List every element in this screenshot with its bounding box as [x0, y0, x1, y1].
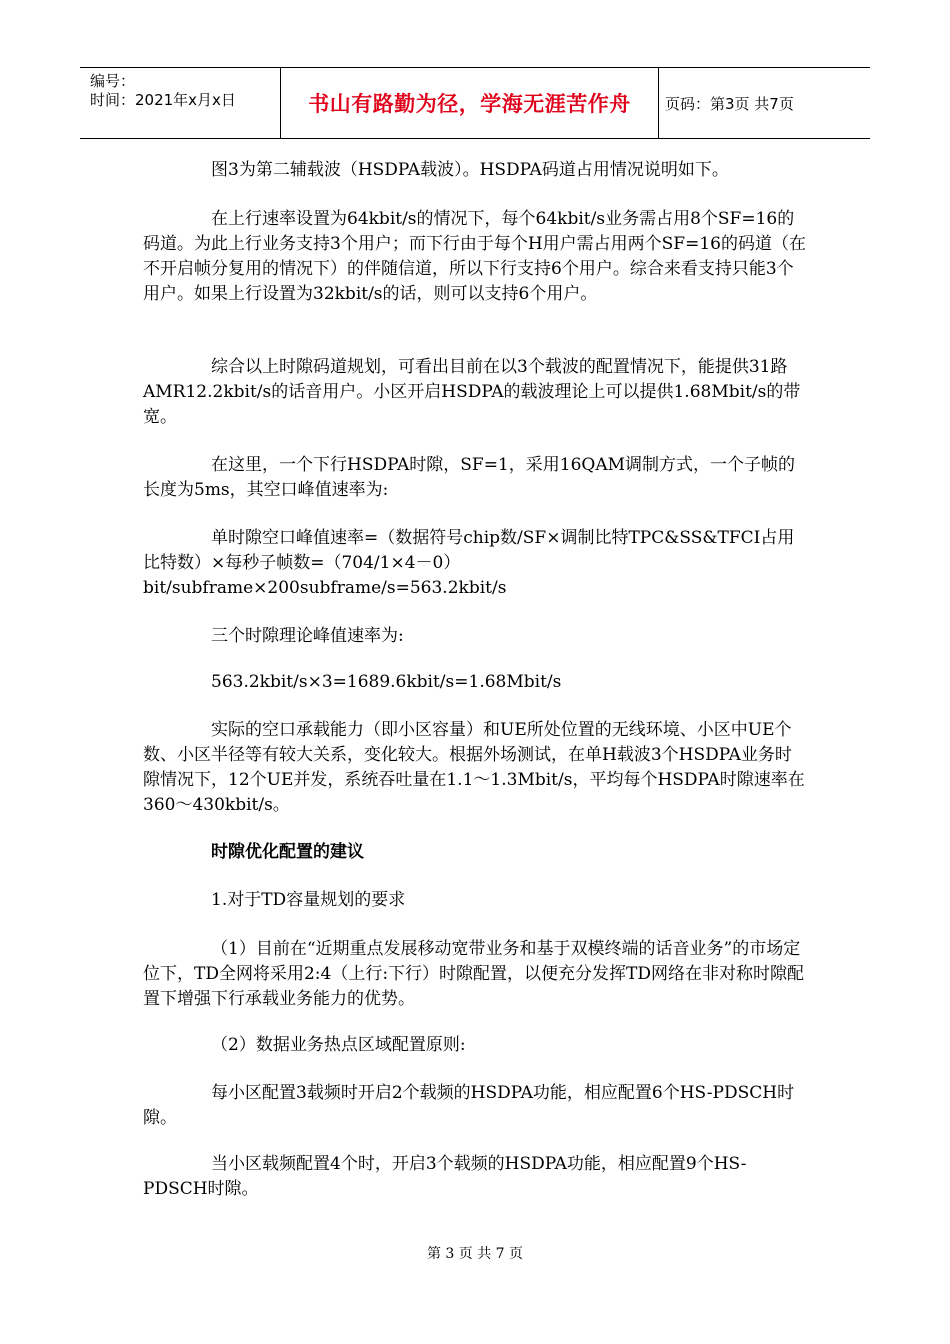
- section-heading: 时隙优化配置的建议: [211, 842, 364, 862]
- paragraph-uplink-rate: 在上行速率设置为64kbit/s的情况下，每个64kbit/s业务需占用8个SF=16的码道。为此上行业务支持3个用户；而下行由于每个H用户需占用两个SF=16的码道（在不开启帧分复用的情况下）的伴随信道，所以下行支持6个用户。综合来看支持只能3个用户。如果上行设置为32kbit/s的话，则可以支持6个用户。: [143, 209, 806, 304]
- header-page-info: 页码：第3页 共7页: [665, 94, 794, 113]
- paragraph-peak-rate-formula: 单时隙空口峰值速率=（数据符号chip数/SF×调制比特TPC&SS&TFCI占用比特数）×每秒子帧数=（704/1×4－0）bit/subframe×200subframe/s=563.2kbit/s: [143, 528, 795, 598]
- header-motto: 书山有路勤为径，学海无涯苦作舟: [281, 68, 659, 138]
- paragraph-market-positioning: （1）目前在“近期重点发展移动宽带业务和基于双模终端的话音业务”的市场定位下，TD全网将采用2:4（上行:下行）时隙配置，以便充分发挥TD网络在非对称时隙配置下增强下行承载业务能力的优势。: [143, 939, 805, 1009]
- paragraph-three-carrier: 每小区配置3载频时开启2个载频的HSDPA功能，相应配置6个HS-PDSCH时隙。: [143, 1083, 795, 1128]
- document-number-label: 编号：: [90, 72, 136, 90]
- paragraph-td-capacity: 1.对于TD容量规划的要求: [211, 890, 406, 910]
- paragraph-four-carrier: 当小区载频配置4个时，开启3个载频的HSDPA功能，相应配置9个HS-PDSCH时隙。: [143, 1154, 747, 1199]
- paragraph-three-slot-value: 563.2kbit/s×3=1689.6kbit/s=1.68Mbit/s: [211, 672, 562, 692]
- paragraph-hsdpa-intro: 图3为第二辅载波（HSDPA载波）。HSDPA码道占用情况说明如下。: [211, 160, 729, 180]
- page-header: [80, 67, 870, 139]
- page-footer: [0, 1243, 950, 1263]
- paragraph-slot-planning: 综合以上时隙码道规划，可看出目前在以3个载波的配置情况下，能提供31路AMR12.2kbit/s的话音用户。小区开启HSDPA的载波理论上可以提供1.68Mbit/s的带宽。: [143, 357, 801, 427]
- paragraph-hsdpa-slot: 在这里，一个下行HSDPA时隙，SF=1，采用16QAM调制方式，一个子帧的长度为5ms，其空口峰值速率为:: [143, 455, 796, 500]
- document-time-label: 时间：2021年x月x日: [90, 91, 236, 109]
- header-page-cell: [659, 68, 870, 138]
- paragraph-three-slot-label: 三个时隙理论峰值速率为:: [211, 626, 404, 646]
- paragraph-actual-capacity: 实际的空口承载能力（即小区容量）和UE所处位置的无线环境、小区中UE个数、小区半径等有较大关系，变化较大。根据外场测试，在单H载波3个HSDPA业务时隙情况下，12个UE并发，系统吞吐量在1.1～1.3Mbit/s，平均每个HSDPA时隙速率在360～430kbit/s。: [143, 720, 805, 815]
- paragraph-hotspot-principle: （2）数据业务热点区域配置原则:: [211, 1035, 466, 1055]
- footer-page-number: 第 3 页 共 7 页: [426, 1246, 524, 1262]
- header-meta-cell: [80, 68, 281, 138]
